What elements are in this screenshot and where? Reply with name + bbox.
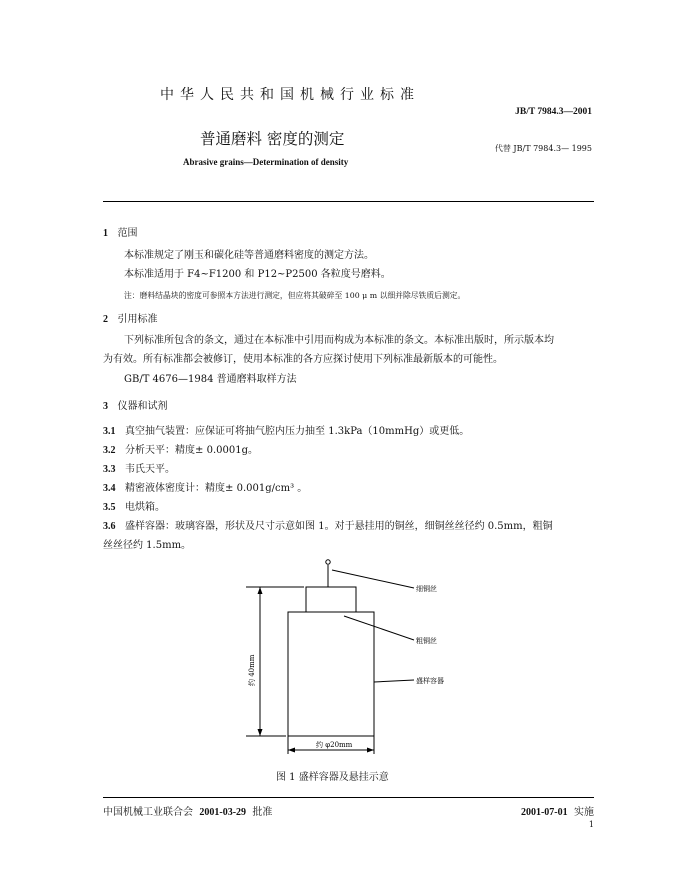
- approve-date: 2001-03-29: [199, 807, 247, 818]
- clause-3-4: 3.4 精密液体密度计：精度± 0.001g/cm³ 。: [103, 483, 308, 494]
- section-title: 范围: [117, 228, 138, 239]
- section-title: 仪器和试剂: [117, 401, 168, 412]
- clause-3-3: 3.3 韦氏天平。: [103, 464, 176, 475]
- paragraph: 下列标准所包含的条文，通过在本标准中引用而构成为本标准的条文。本标准出版时，所示版本均: [124, 335, 554, 346]
- page-number: 1: [588, 820, 594, 829]
- label-diameter: 约 φ20mm: [316, 741, 353, 749]
- section-number: 2: [103, 314, 108, 325]
- section-title: 引用标准: [117, 314, 158, 325]
- implementation-word: 实施: [574, 807, 594, 818]
- referenced-standard: GB/T 4676—1984 普通磨料取样方法: [124, 374, 297, 385]
- container-diagram: [236, 554, 466, 766]
- footer-divider: [103, 797, 594, 798]
- approve-word: 批准: [252, 807, 273, 818]
- container-neck: [306, 587, 356, 612]
- label-thick-wire: 粗铜丝: [416, 637, 437, 645]
- leader-container: [374, 680, 414, 682]
- container-body: [288, 612, 374, 736]
- label-container: 盛样容器: [416, 677, 444, 685]
- implementation-date: 2001-07-01: [520, 807, 568, 818]
- standard-number: JB/T 7984.3—2001: [515, 107, 592, 117]
- section-1-heading: [103, 224, 138, 239]
- section-3-heading: [103, 397, 168, 412]
- document-title: 普通磨料 密度的测定: [200, 130, 345, 148]
- clause-3-5: 3.5 电烘箱。: [103, 502, 166, 513]
- label-thin-wire: 细铜丝: [416, 585, 437, 593]
- arrow-right: [367, 748, 374, 753]
- paragraph: 丝丝径约 1.5mm。: [103, 540, 192, 551]
- approval-line: [103, 803, 272, 818]
- clause-3-1: 3.1 真空抽气装置：应保证可将抽气腔内压力抽至 1.3kPa（10mmHg）或更低。: [103, 426, 470, 437]
- label-height: 约 40mm: [248, 654, 256, 686]
- paragraph: 本标准规定了刚玉和碳化硅等普通磨料密度的测定方法。: [124, 250, 374, 261]
- replaces-standard: 代替 JB/T 7984.3— 1995: [494, 144, 592, 153]
- issuer: 中国机械工业联合会: [103, 807, 193, 818]
- paragraph: 本标准适用于 F4~F1200 和 P12~P2500 各粒度号磨料。: [124, 269, 391, 280]
- standard-title: 中华人民共和国机械行业标准: [160, 87, 420, 103]
- figure-caption: 图 1 盛样容器及悬挂示意: [276, 772, 389, 783]
- note: 注：磨料结晶块的密度可参照本方法进行测定，但应将其破碎至 100 μ m 以细并除尽铁质后测定。: [124, 291, 466, 300]
- leader-thin-wire: [332, 570, 414, 588]
- paragraph: 为有效。所有标准都会被修订，使用本标准的各方应探讨使用下列标准最新版本的可能性。: [103, 354, 503, 365]
- section-2-heading: [103, 310, 158, 325]
- arrow-down: [258, 729, 263, 736]
- arrow-left: [288, 748, 295, 753]
- leader-thick-wire: [344, 616, 414, 640]
- section-number: 1: [103, 228, 108, 239]
- arrow-up: [258, 587, 263, 594]
- header-divider: [103, 201, 594, 202]
- implementation-line: [521, 803, 594, 818]
- section-number: 3: [103, 401, 108, 412]
- clause-3-2: 3.2 分析天平：精度± 0.0001g。: [103, 445, 258, 456]
- english-title: Abrasive grains—Determination of density: [183, 157, 349, 167]
- clause-3-6: 3.6 盛样容器：玻璃容器，形状及尺寸示意如图 1。对于悬挂用的铜丝，细铜丝丝径约 0.5mm，粗铜: [103, 521, 553, 532]
- hook-ring: [326, 560, 330, 564]
